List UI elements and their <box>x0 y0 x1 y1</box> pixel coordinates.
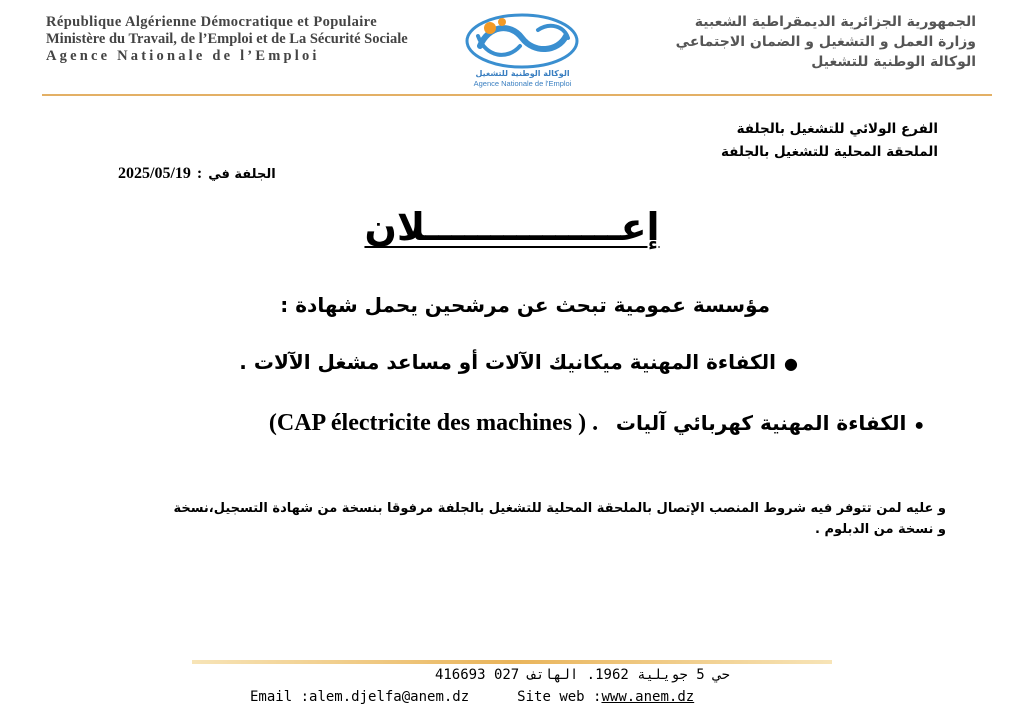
header-agency-fr: Agence Nationale de l’Emploi <box>46 48 320 64</box>
header-french-block <box>46 14 426 65</box>
header-arabic-block <box>576 12 976 72</box>
header-republic-fr: République Algérienne Démocratique et Populaire <box>46 14 378 30</box>
closing-paragraph <box>88 498 946 540</box>
closing-line-1: و عليه لمن تتوفر فيه شروط المنصب الإتصال بالملحقة المحلية للتشغيل بالجلفة مرفوقا بنسخة من شهادة التسجيل،نسخة <box>173 501 946 516</box>
header-divider <box>42 94 992 96</box>
date-separator: : <box>196 165 203 182</box>
date-value: 2025/05/19 <box>118 165 191 182</box>
bullet-icon: ● <box>784 354 798 373</box>
logo-caption-ar: الوكالة الوطنية للتشغيل <box>475 69 570 78</box>
branch-block <box>721 118 938 164</box>
requirement-item-1-text: الكفاءة المهنية ميكانيك الآلات أو مساعد مشغل الآلات . <box>239 350 777 374</box>
logo-caption-fr: Agence Nationale de l'Emploi <box>473 79 572 88</box>
footer-address: حي 5 جويلية 1962. الهاتف 027 416693 <box>434 667 730 683</box>
branch-local: الملحقة المحلية للتشغيل بالجلفة <box>720 144 938 160</box>
requirement-item-1 <box>239 350 798 374</box>
branch-regional: الفرع الولائي للتشغيل بالجلفة <box>736 121 938 137</box>
footer-site-label: Site web : <box>517 689 602 705</box>
announcement-title: إعـــــــــــــــلان <box>364 205 660 249</box>
header-republic-ar: الجمهورية الجزائرية الديمقراطية الشعبية <box>694 14 976 30</box>
requirement-item-2-fr: (CAP électricite des machines ) . <box>268 410 599 436</box>
header-ministry-ar: وزارة العمل و التشغيل و الضمان الاجتماعي <box>675 34 976 50</box>
footer-site-link[interactable]: www.anem.dz <box>601 689 695 705</box>
footer-email[interactable]: alem.djelfa@anem.dz <box>309 689 470 705</box>
header-agency-ar: الوكالة الوطنية للتشغيل <box>811 54 976 70</box>
date-row <box>118 165 276 183</box>
date-label: الجلفة في <box>208 167 276 182</box>
requirement-item-2 <box>269 410 924 437</box>
footer-divider <box>192 660 832 664</box>
footer-contact <box>250 689 694 705</box>
announcement-intro: مؤسسة عمومية تبحث عن مرشحين يحمل شهادة : <box>280 293 770 317</box>
requirement-item-2-ar: الكفاءة المهنية كهربائي آليات <box>615 411 907 435</box>
header-ministry-fr: Ministère du Travail, de l’Emploi et de La Sécurité Sociale <box>46 31 408 47</box>
bullet-icon: ● <box>914 417 924 434</box>
closing-line-2: و نسخة من الدبلوم . <box>815 522 946 537</box>
footer-email-label: Email : <box>250 689 310 705</box>
